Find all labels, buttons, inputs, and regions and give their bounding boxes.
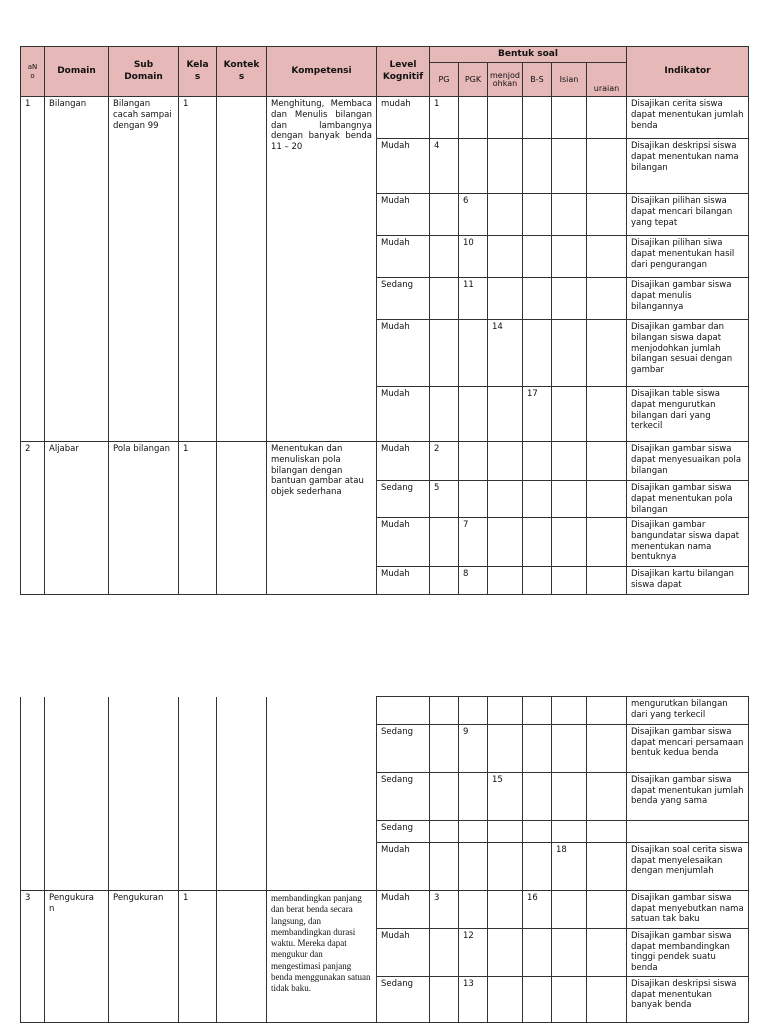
cell-konteks — [217, 442, 267, 595]
cell-menjodohkan: 14 — [488, 320, 523, 387]
cell-pgk: 7 — [459, 518, 488, 567]
cell-pgk — [459, 387, 488, 442]
cell-indikator: Disajikan gambar dan bilangan siswa dapat menjodohkan jumlah bilangan sesuai dengan gambar — [627, 320, 749, 387]
cell-menjodohkan — [488, 697, 523, 725]
cell-kelas: 1 — [179, 891, 217, 1023]
cell-uraian — [587, 194, 627, 236]
cell-menjodohkan — [488, 387, 523, 442]
cell-isian — [552, 97, 587, 139]
cell-domain-continued — [45, 697, 109, 891]
cell-isian — [552, 697, 587, 725]
cell-isian — [552, 194, 587, 236]
cell-pg — [430, 843, 459, 891]
cell-isian — [552, 481, 587, 518]
cell-sub-domain-continued — [109, 697, 179, 891]
cell-kelas-continued — [179, 697, 217, 891]
cell-pgk: 12 — [459, 929, 488, 977]
cell-menjodohkan — [488, 278, 523, 320]
cell-bs — [523, 977, 552, 1023]
cell-level: Mudah — [377, 194, 430, 236]
cell-no: 1 — [21, 97, 45, 442]
cell-pg — [430, 725, 459, 773]
cell-level: Mudah — [377, 843, 430, 891]
cell-pg — [430, 821, 459, 843]
cell-uraian — [587, 977, 627, 1023]
cell-domain: Aljabar — [45, 442, 109, 595]
cell-bs — [523, 773, 552, 821]
cell-menjodohkan — [488, 442, 523, 481]
cell-bs — [523, 697, 552, 725]
cell-menjodohkan — [488, 194, 523, 236]
header-konteks: Kontek s — [217, 47, 267, 97]
cell-isian — [552, 320, 587, 387]
cell-no-continued — [21, 697, 45, 891]
cell-bs — [523, 278, 552, 320]
cell-bs — [523, 518, 552, 567]
cell-pg: 5 — [430, 481, 459, 518]
cell-isian — [552, 139, 587, 194]
cell-uraian — [587, 518, 627, 567]
cell-pg: 3 — [430, 891, 459, 929]
cell-indikator: Disajikan gambar siswa dapat menentukan jumlah benda yang sama — [627, 773, 749, 821]
cell-bs — [523, 567, 552, 595]
cell-bs: 17 — [523, 387, 552, 442]
grid-table-page-bottom — [20, 696, 749, 1023]
cell-bs — [523, 236, 552, 278]
cell-uraian — [587, 843, 627, 891]
cell-pg — [430, 236, 459, 278]
cell-isian: 18 — [552, 843, 587, 891]
cell-isian — [552, 725, 587, 773]
cell-konteks — [217, 891, 267, 1023]
cell-menjodohkan — [488, 725, 523, 773]
cell-pg: 2 — [430, 442, 459, 481]
cell-pg — [430, 320, 459, 387]
cell-menjodohkan — [488, 977, 523, 1023]
cell-bs — [523, 97, 552, 139]
cell-indikator: Disajikan gambar siswa dapat menyebutkan nama satuan tak baku — [627, 891, 749, 929]
header-pgk: PGK — [459, 63, 488, 97]
cell-bs — [523, 194, 552, 236]
cell-indikator: Disajikan gambar siswa dapat membandingkan tinggi pendek suatu benda — [627, 929, 749, 977]
header-uraian: uraian — [587, 63, 627, 97]
cell-uraian — [587, 929, 627, 977]
cell-isian — [552, 929, 587, 977]
cell-pgk — [459, 697, 488, 725]
cell-uraian — [587, 236, 627, 278]
cell-no: 3 — [21, 891, 45, 1023]
cell-indikator: mengurutkan bilangan dari yang terkecil — [627, 697, 749, 725]
cell-uraian — [587, 697, 627, 725]
cell-uraian — [587, 821, 627, 843]
cell-pgk — [459, 97, 488, 139]
cell-level: Sedang — [377, 821, 430, 843]
cell-menjodohkan — [488, 843, 523, 891]
header-bentuk-soal: Bentuk soal — [430, 47, 627, 63]
cell-level: Mudah — [377, 929, 430, 977]
cell-menjodohkan: 15 — [488, 773, 523, 821]
cell-bs — [523, 929, 552, 977]
cell-isian — [552, 236, 587, 278]
cell-bs — [523, 442, 552, 481]
cell-indikator: Disajikan cerita siswa dapat menentukan jumlah benda — [627, 97, 749, 139]
cell-pg — [430, 194, 459, 236]
header-no: aN o — [21, 47, 45, 97]
header-level-kognitif: Level Kognitif — [377, 47, 430, 97]
cell-bs: 16 — [523, 891, 552, 929]
cell-kelas: 1 — [179, 442, 217, 595]
header-kelas: Kela s — [179, 47, 217, 97]
cell-level: Mudah — [377, 387, 430, 442]
cell-level: Sedang — [377, 278, 430, 320]
cell-menjodohkan — [488, 481, 523, 518]
cell-isian — [552, 567, 587, 595]
cell-isian — [552, 977, 587, 1023]
cell-pg — [430, 929, 459, 977]
cell-no: 2 — [21, 442, 45, 595]
cell-level: mudah — [377, 97, 430, 139]
cell-isian — [552, 442, 587, 481]
cell-pgk — [459, 481, 488, 518]
cell-uraian — [587, 97, 627, 139]
cell-bs — [523, 725, 552, 773]
cell-pgk — [459, 773, 488, 821]
cell-isian — [552, 821, 587, 843]
cell-konteks-continued — [217, 697, 267, 891]
cell-level: Mudah — [377, 139, 430, 194]
cell-bs — [523, 481, 552, 518]
cell-indikator: Disajikan pilihan siswa dapat mencari bilangan yang tepat — [627, 194, 749, 236]
cell-uraian — [587, 320, 627, 387]
grid-table-page-top — [20, 46, 749, 595]
cell-uraian — [587, 387, 627, 442]
cell-pgk: 10 — [459, 236, 488, 278]
cell-pgk — [459, 139, 488, 194]
header-bs: B-S — [523, 63, 552, 97]
cell-isian — [552, 891, 587, 929]
cell-pg — [430, 977, 459, 1023]
cell-level: Sedang — [377, 725, 430, 773]
cell-indikator: Disajikan deskripsi siswa dapat menentukan nama bilangan — [627, 139, 749, 194]
cell-kelas: 1 — [179, 97, 217, 442]
cell-isian — [552, 773, 587, 821]
cell-pgk — [459, 442, 488, 481]
cell-indikator: Disajikan deskripsi siswa dapat menentukan banyak benda — [627, 977, 749, 1023]
cell-pgk: 6 — [459, 194, 488, 236]
cell-indikator: Disajikan gambar bangundatar siswa dapat menentukan nama bentuknya — [627, 518, 749, 567]
cell-pgk: 8 — [459, 567, 488, 595]
cell-indikator: Disajikan gambar siswa dapat menulis bilangannya — [627, 278, 749, 320]
cell-pgk — [459, 821, 488, 843]
cell-level: Sedang — [377, 773, 430, 821]
cell-menjodohkan — [488, 97, 523, 139]
cell-pg — [430, 278, 459, 320]
table-row — [21, 891, 749, 929]
cell-pgk — [459, 320, 488, 387]
header-menjodohkan: menjod ohkan — [488, 63, 523, 97]
cell-sub-domain: Pola bilangan — [109, 442, 179, 595]
cell-kompetensi-continued — [267, 697, 377, 891]
cell-uraian — [587, 481, 627, 518]
cell-kompetensi: Menentukan dan menuliskan pola bilangan dengan bantuan gambar atau objek sederhana — [267, 442, 377, 595]
cell-pg — [430, 518, 459, 567]
cell-uraian — [587, 139, 627, 194]
header-sub-domain: Sub Domain — [109, 47, 179, 97]
header-kompetensi: Kompetensi — [267, 47, 377, 97]
cell-bs — [523, 821, 552, 843]
cell-pg: 1 — [430, 97, 459, 139]
cell-pg — [430, 567, 459, 595]
cell-domain: Bilangan — [45, 97, 109, 442]
cell-level: Mudah — [377, 236, 430, 278]
cell-isian — [552, 387, 587, 442]
cell-level: Mudah — [377, 518, 430, 567]
cell-menjodohkan — [488, 139, 523, 194]
cell-indikator: Disajikan soal cerita siswa dapat menyelesaikan dengan menjumlah — [627, 843, 749, 891]
table-row — [21, 97, 749, 139]
cell-kompetensi: membandingkan panjang dan berat benda secara langsung, dan membandingkan durasi waktu. Mereka dapat mengukur dan mengestimasi panjang benda menggunakan satuan tidak baku. — [267, 891, 377, 1023]
cell-pgk: 13 — [459, 977, 488, 1023]
cell-level — [377, 697, 430, 725]
cell-level: Mudah — [377, 891, 430, 929]
cell-uraian — [587, 891, 627, 929]
cell-level: Mudah — [377, 567, 430, 595]
cell-bs — [523, 320, 552, 387]
cell-bs — [523, 139, 552, 194]
cell-uraian — [587, 442, 627, 481]
cell-indikator: Disajikan gambar siswa dapat menyesuaikan pola bilangan — [627, 442, 749, 481]
cell-menjodohkan — [488, 567, 523, 595]
cell-domain: Pengukura n — [45, 891, 109, 1023]
cell-uraian — [587, 725, 627, 773]
cell-level: Mudah — [377, 320, 430, 387]
cell-menjodohkan — [488, 821, 523, 843]
cell-pgk — [459, 843, 488, 891]
cell-indikator: Disajikan table siswa dapat mengurutkan bilangan dari yang terkecil — [627, 387, 749, 442]
cell-uraian — [587, 773, 627, 821]
cell-level: Sedang — [377, 481, 430, 518]
cell-indikator: Disajikan pilihan siwa dapat menentukan hasil dari pengurangan — [627, 236, 749, 278]
cell-pgk: 11 — [459, 278, 488, 320]
table-row — [21, 697, 749, 725]
cell-pgk — [459, 891, 488, 929]
table-row — [21, 442, 749, 481]
cell-pg: 4 — [430, 139, 459, 194]
cell-isian — [552, 278, 587, 320]
cell-konteks — [217, 97, 267, 442]
cell-indikator: Disajikan gambar siswa dapat mencari persamaan bentuk kedua benda — [627, 725, 749, 773]
cell-level: Mudah — [377, 442, 430, 481]
cell-pgk: 9 — [459, 725, 488, 773]
cell-isian — [552, 518, 587, 567]
cell-pg — [430, 387, 459, 442]
cell-menjodohkan — [488, 236, 523, 278]
cell-menjodohkan — [488, 891, 523, 929]
cell-menjodohkan — [488, 929, 523, 977]
header-indikator: Indikator — [627, 47, 749, 97]
cell-indikator — [627, 821, 749, 843]
header-pg: PG — [430, 63, 459, 97]
cell-pg — [430, 697, 459, 725]
cell-bs — [523, 843, 552, 891]
cell-menjodohkan — [488, 518, 523, 567]
cell-sub-domain: Bilangan cacah sampai dengan 99 — [109, 97, 179, 442]
header-isian: Isian — [552, 63, 587, 97]
cell-sub-domain: Pengukuran — [109, 891, 179, 1023]
cell-pg — [430, 773, 459, 821]
cell-uraian — [587, 567, 627, 595]
cell-kompetensi: Menghitung, Membaca dan Menulis bilangan dan lambangnya dengan banyak benda 11 – 20 — [267, 97, 377, 442]
cell-level: Sedang — [377, 977, 430, 1023]
header-domain: Domain — [45, 47, 109, 97]
cell-uraian — [587, 278, 627, 320]
cell-indikator: Disajikan kartu bilangan siswa dapat — [627, 567, 749, 595]
cell-indikator: Disajikan gambar siswa dapat menentukan pola bilangan — [627, 481, 749, 518]
